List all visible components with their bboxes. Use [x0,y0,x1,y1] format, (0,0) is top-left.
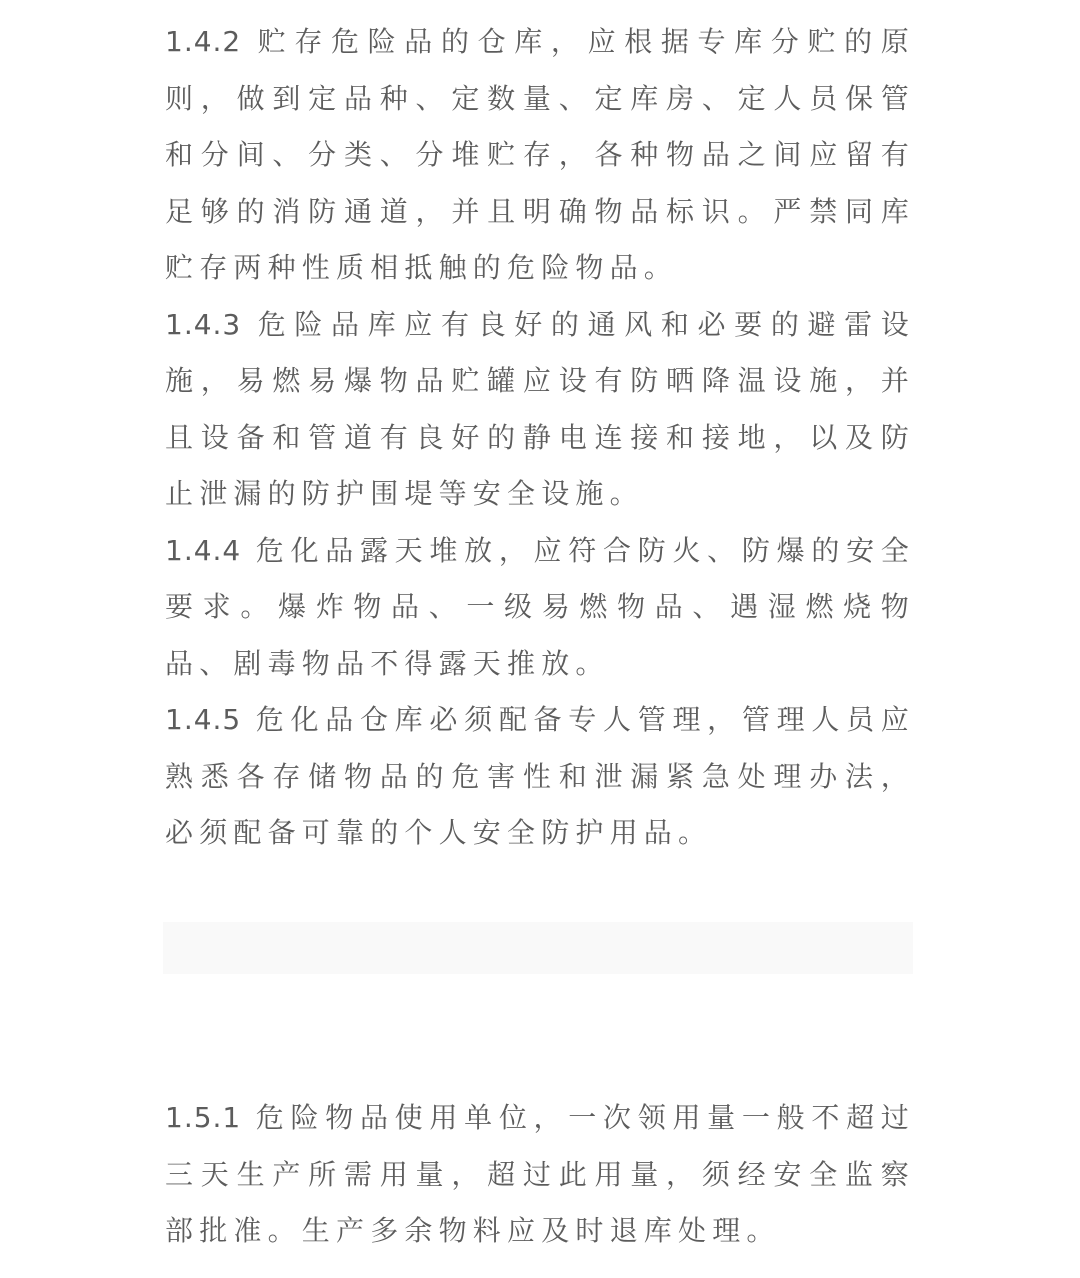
clause-text: 贮存危险品的仓库，应根据专库分贮的原则，做到定品种、定数量、定库房、定人员保管和分间、分类、分堆贮存，各种物品之间应留有足够的消防通道，并且明确物品标识。严禁同库贮存两种性质相抵触的危险物品。 [165,25,915,284]
clause-text: 危化品露天堆放，应符合防火、防爆的安全要求。爆炸物品、一级易燃物品、遇湿燃烧物品、剧毒物品不得露天推放。 [165,533,915,680]
paragraph-1-4-5 [165,692,915,862]
paragraph-1-4-3 [165,297,915,523]
clause-text: 危险品库应有良好的通风和必要的避雷设施，易燃易爆物品贮罐应设有防晒降温设施，并且设备和管道有良好的静电连接和接地，以及防止泄漏的防护围堤等安全设施。 [165,307,915,510]
clause-number: 1.4.5 [165,703,242,736]
clause-number: 1.5.1 [165,1101,242,1134]
clause-text: 危化品仓库必须配备专人管理，管理人员应熟悉各存储物品的危害性和泄漏紧急处理办法，必须配备可靠的个人安全防护用品。 [165,703,915,849]
clause-number: 1.4.3 [165,307,242,341]
clause-number: 1.4.2 [165,25,242,58]
clause-number: 1.4.4 [165,533,242,567]
section-divider-band [163,922,913,974]
paragraph-1-4-4 [165,523,915,693]
document-body [165,14,915,862]
paragraph-1-4-2 [165,14,915,297]
section-1-5 [165,1090,915,1260]
clause-text: 危险物品使用单位，一次领用量一般不超过三天生产所需用量，超过此用量，须经安全监察部批准。生产多余物料应及时退库处理。 [165,1101,915,1247]
paragraph-1-5-1 [165,1090,915,1260]
